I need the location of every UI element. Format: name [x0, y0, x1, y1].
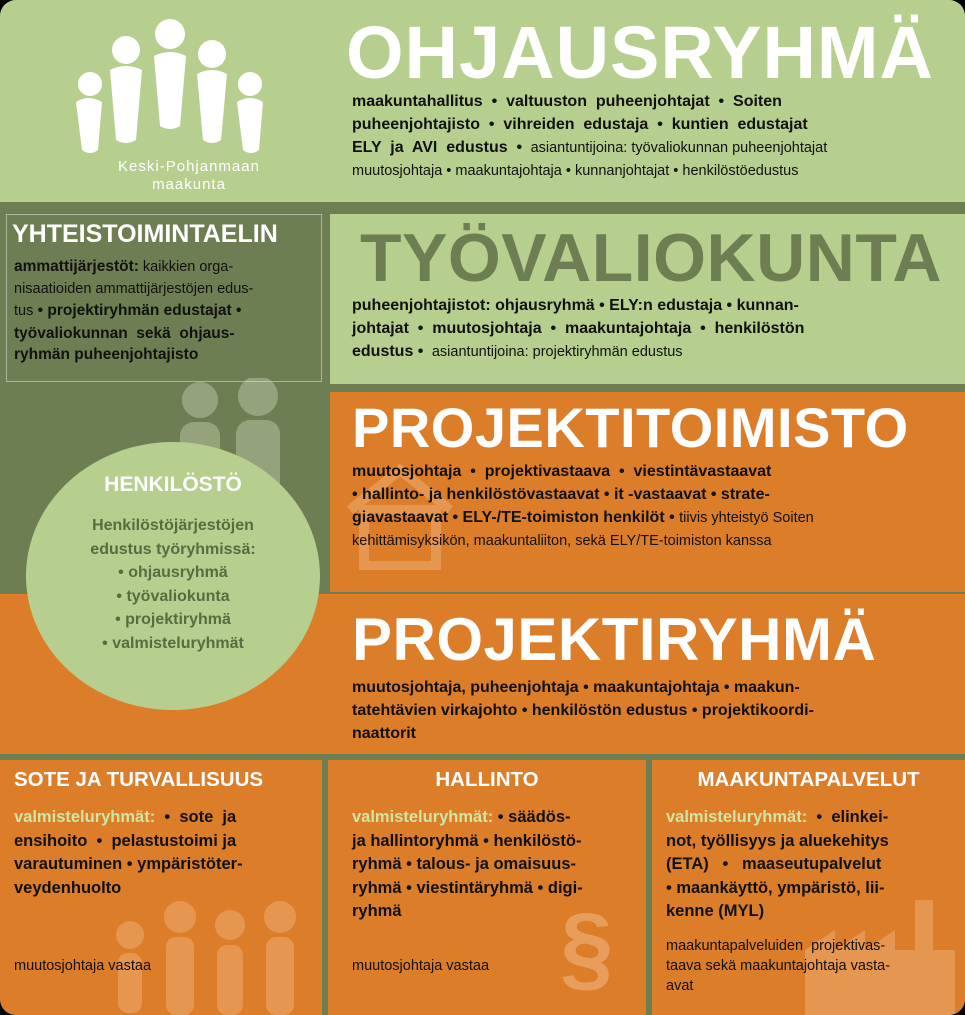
sote-line1: • sote ja: [155, 808, 237, 826]
maakuntapalvelut-label: valmisteluryhmät:: [666, 808, 808, 826]
henkilosto-item: • projektiryhmä: [115, 611, 231, 628]
henkilosto-item: • ohjausryhmä: [118, 564, 228, 581]
projektitoimisto-title: PROJEKTITOIMISTO: [352, 396, 909, 459]
tyovaliokunta-title: TYÖVALIOKUNTA: [360, 220, 942, 296]
projektiryhma-title: PROJEKTIRYHMÄ: [352, 606, 877, 673]
tyovaliokunta-line2: johtajat • muutosjohtaja • maakuntajohtaja • henkilöstön: [352, 320, 805, 337]
yhteistoimintaelin-text: [14, 256, 314, 366]
sote-title: SOTE JA TURVALLISUUS: [14, 768, 264, 791]
maakuntapalvelut-line3: (ETA) • maaseutupalvelut: [666, 855, 882, 873]
yhteisto-line5: ryhmän puheenjohtajisto: [14, 346, 199, 363]
hallinto-footer: muutosjohtaja vastaa: [352, 958, 490, 974]
ohjausryhma-line4: muutosjohtaja • maakuntajohtaja • kunnanjohtajat • henkilöstöedustus: [352, 163, 799, 179]
paragraph-icon: §: [560, 894, 614, 1001]
henkilosto-intro1: Henkilöstöjärjestöjen: [92, 517, 254, 534]
logo-people-icon: [60, 12, 290, 162]
maakuntapalvelut-footer1: maakuntapalveluiden projektivas-: [666, 938, 886, 954]
hallinto-line3: ryhmä • talous- ja omaisuus-: [352, 855, 576, 873]
henkilosto-list: [26, 514, 320, 655]
yhteisto-line2: nisaatioiden ammattijärjestöjen edus-: [14, 280, 254, 297]
sote-label: valmisteluryhmät:: [14, 808, 156, 826]
henkilosto-item: • valmisteluryhmät: [102, 634, 244, 652]
ohjausryhma-members: [352, 90, 942, 183]
yhteisto-line3-b: • projektiryhmän edustajat •: [33, 302, 242, 319]
hallinto-label: valmisteluryhmät:: [352, 808, 494, 826]
maakuntapalvelut-footer2: taava sekä maakuntajohtaja vasta-: [666, 958, 891, 974]
sote-footer: muutosjohtaja vastaa: [14, 958, 152, 974]
hallinto-line4: ryhmä • viestintäryhmä • digi-: [352, 878, 583, 897]
logo-text-line1: Keski-Pohjanmaan: [118, 158, 260, 175]
maakuntapalvelut-groups: [666, 806, 956, 924]
projektitoimisto-line1: muutosjohtaja • projektivastaava • viestintävastaavat: [352, 463, 772, 480]
ohjausryhma-line2: puheenjohtajisto • vihreiden edustaja • kuntien edustajat: [352, 116, 808, 133]
projektitoimisto-line2: • hallinto- ja henkilöstövastaavat • it -vastaavat • strate-: [352, 486, 770, 503]
projektiryhma-line3: naattorit: [352, 725, 416, 742]
sote-line2: ensihoito • pelastustoimi ja: [14, 831, 237, 850]
projektiryhma-line2: tatehtävien virkajohto • henkilöstön edustus • projektikoordi-: [352, 702, 814, 719]
maakuntapalvelut-footer3: avat: [666, 978, 694, 994]
maakuntapalvelut-footer: [666, 936, 956, 996]
tyovaliokunta-members: [352, 294, 942, 364]
ohjausryhma-line1: maakuntahallitus • valtuuston puheenjohtajat • Soiten: [352, 93, 782, 110]
hallinto-line5: ryhmä: [352, 902, 402, 920]
sote-groups: [14, 806, 304, 900]
projektiryhma-line1: muutosjohtaja, puheenjohtaja • maakuntajohtaja • maakun-: [352, 679, 800, 696]
tyovaliokunta-line3-rest: asiantuntijoina: projektiryhmän edustus: [427, 344, 683, 360]
hallinto-title: HALLINTO: [435, 768, 539, 791]
ohjausryhma-line3-bold: ELY ja AVI edustus •: [352, 139, 527, 156]
projektiryhma-members: [352, 676, 942, 745]
yhteisto-line1-bold: ammattijärjestöt:: [14, 258, 139, 275]
maakuntapalvelut-line1: • elinkei-: [807, 808, 889, 826]
logo-text-line2: maakunta: [152, 176, 226, 193]
henkilosto-item: • työvaliokunta: [116, 587, 230, 605]
tyovaliokunta-line1: puheenjohtajistot: ohjausryhmä • ELY:n edustaja • kunnan-: [352, 297, 799, 314]
yhteistoimintaelin-title: YHTEISTOIMINTAELIN: [12, 220, 278, 248]
projektitoimisto-line3-rest: tiivis yhteistyö Soiten: [679, 510, 814, 526]
maakuntapalvelut-line5: kenne (MYL): [666, 902, 765, 920]
tyovaliokunta-line3-bold: edustus •: [352, 343, 428, 360]
projektitoimisto-members: [352, 460, 942, 553]
maakuntapalvelut-line4: • maankäyttö, ympäristö, lii-: [666, 878, 885, 897]
yhteisto-line1-rest: kaikkien orga-: [138, 259, 234, 275]
projektitoimisto-line3-bold: giavastaavat • ELY-/TE-toimiston henkilöt •: [352, 509, 680, 526]
henkilosto-intro2: edustus työryhmissä:: [90, 540, 256, 558]
yhteisto-line4: työvaliokunnan sekä ohjaus-: [14, 324, 235, 342]
ohjausryhma-title: OHJAUSRYHMÄ: [346, 11, 934, 94]
henkilosto-title: HENKILÖSTÖ: [104, 473, 242, 496]
yhteisto-line3-a: tus: [14, 303, 34, 319]
sote-line4: veydenhuolto: [14, 878, 122, 897]
hallinto-groups: [352, 806, 632, 924]
ohjausryhma-line3-rest: asiantuntijoina: työvaliokunnan puheenjohtajat: [526, 140, 828, 156]
projektitoimisto-line4: kehittämisyksikön, maakuntaliiton, sekä ELY/TE-toimiston kanssa: [352, 533, 772, 549]
maakuntapalvelut-line2: not, työllisyys ja aluekehitys: [666, 831, 889, 850]
hallinto-line2: ja hallintoryhmä • henkilöstö-: [352, 831, 582, 850]
sote-line3: varautuminen • ympäristöter-: [14, 855, 243, 873]
hallinto-line1: • säädös-: [493, 808, 571, 826]
maakuntapalvelut-title: MAAKUNTAPALVELUT: [697, 768, 920, 791]
